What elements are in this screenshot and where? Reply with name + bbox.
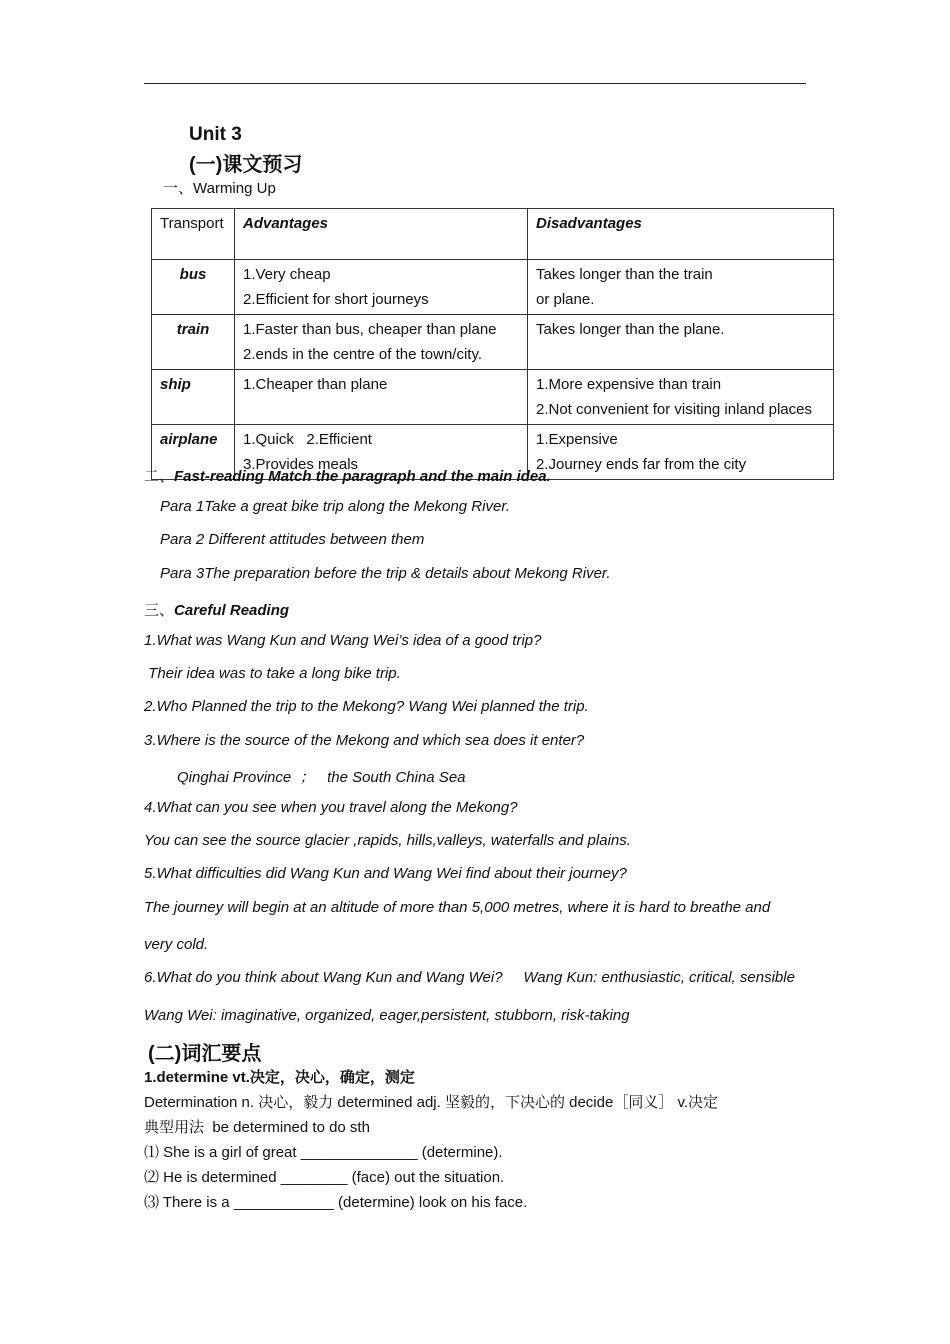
question-line: 2.Who Planned the trip to the Mekong? Wang Wei planned the trip.	[144, 698, 589, 715]
cell-line: 1.Cheaper than plane	[243, 376, 388, 393]
fast-reading-prefix: 二、	[144, 468, 175, 485]
vocab-derivatives: Determination n. 决心，毅力 determined adj. 坚毅的，下决心的 decide［同义］ v.决定	[144, 1094, 719, 1111]
cell-line: Takes longer than the plane.	[536, 321, 725, 338]
disadvantages-cell	[528, 370, 834, 425]
header-disadvantages: Disadvantages	[528, 209, 834, 260]
cell-line: or plane.	[536, 291, 595, 308]
cell-line: 2.ends in the centre of the town/city.	[243, 346, 483, 363]
table-header-row	[152, 209, 834, 260]
warming-up-label: 一、Warming Up	[163, 180, 276, 197]
exercise-line: ⑶ There is a ____________ (determine) look on his face.	[144, 1194, 528, 1211]
cell-line: 1.Quick 2.Efficient	[243, 431, 372, 448]
question-line: 6.What do you think about Wang Kun and Wang Wei? Wang Kun: enthusiastic, critical, sensible	[144, 969, 795, 986]
careful-reading-heading	[144, 599, 289, 620]
advantages-cell	[235, 315, 528, 370]
vocab-section-title: (二)词汇要点	[148, 1043, 262, 1065]
para-item: Para 2 Different attitudes between them	[160, 531, 425, 548]
header-advantages: Advantages	[235, 209, 528, 260]
transport-cell: bus	[152, 260, 235, 315]
table-row	[152, 260, 834, 315]
answer-line: Wang Wei: imaginative, organized, eager,persistent, stubborn, risk-taking	[144, 1007, 630, 1024]
cell-line: 1.Faster than bus, cheaper than plane	[243, 321, 497, 338]
cell-line: 2.Not convenient for visiting inland places	[536, 401, 812, 418]
header-rule	[144, 83, 806, 84]
question-line: 3.Where is the source of the Mekong and which sea does it enter?	[144, 732, 585, 749]
unit-title: Unit 3	[189, 124, 242, 145]
cell-line: 2.Journey ends far from the city	[536, 456, 747, 473]
disadvantages-cell	[528, 425, 834, 480]
vocab-usage: 典型用法 be determined to do sth	[144, 1119, 370, 1136]
advantages-cell	[235, 370, 528, 425]
question-line: 4.What can you see when you travel along the Mekong?	[144, 799, 518, 816]
answer-line: You can see the source glacier ,rapids, hills,valleys, waterfalls and plains.	[144, 832, 631, 849]
vocab-item-heading: 1.determine vt.决定，决心，确定，测定	[144, 1069, 415, 1086]
cell-line: 1.Very cheap	[243, 266, 331, 283]
table-row	[152, 315, 834, 370]
answer-line: The journey will begin at an altitude of more than 5,000 metres, where it is hard to breathe and	[144, 899, 771, 916]
transport-table	[151, 208, 834, 480]
answer-line: Qinghai Province ； the South China Sea	[177, 769, 466, 786]
answer-line: very cold.	[144, 936, 209, 953]
cell-line: 1.More expensive than train	[536, 376, 722, 393]
disadvantages-cell	[528, 315, 834, 370]
transport-cell: ship	[152, 370, 235, 425]
exercise-line: ⑵ He is determined ________ (face) out the situation.	[144, 1169, 505, 1186]
question-line: 5.What difficulties did Wang Kun and Wang Wei find about their journey?	[144, 865, 627, 882]
cell-line: 1.Expensive	[536, 431, 618, 448]
table-row	[152, 370, 834, 425]
careful-reading-title: Careful Reading	[174, 602, 290, 619]
transport-cell: train	[152, 315, 235, 370]
exercise-line: ⑴ She is a girl of great ______________ (determine).	[144, 1144, 503, 1161]
cell-line: 2.Efficient for short journeys	[243, 291, 429, 308]
answer-line: Their idea was to take a long bike trip.	[144, 665, 401, 682]
fast-reading-heading	[144, 465, 551, 486]
fast-reading-title: Fast-reading Match the paragraph and the main idea.	[174, 468, 551, 485]
cell-line: 3.Provides meals	[243, 456, 359, 473]
para-item: Para 1Take a great bike trip along the Mekong River.	[160, 498, 510, 515]
header-transport: Transport	[152, 209, 235, 260]
transport-cell: airplane	[152, 425, 235, 480]
advantages-cell	[235, 260, 528, 315]
cell-line: Takes longer than the train	[536, 266, 713, 283]
careful-reading-prefix: 三、	[144, 602, 175, 619]
section-title-preview: (一)课文预习	[189, 154, 303, 176]
para-item: Para 3The preparation before the trip & details about Mekong River.	[160, 565, 611, 582]
question-line: 1.What was Wang Kun and Wang Wei’s idea of a good trip?	[144, 632, 542, 649]
disadvantages-cell	[528, 260, 834, 315]
